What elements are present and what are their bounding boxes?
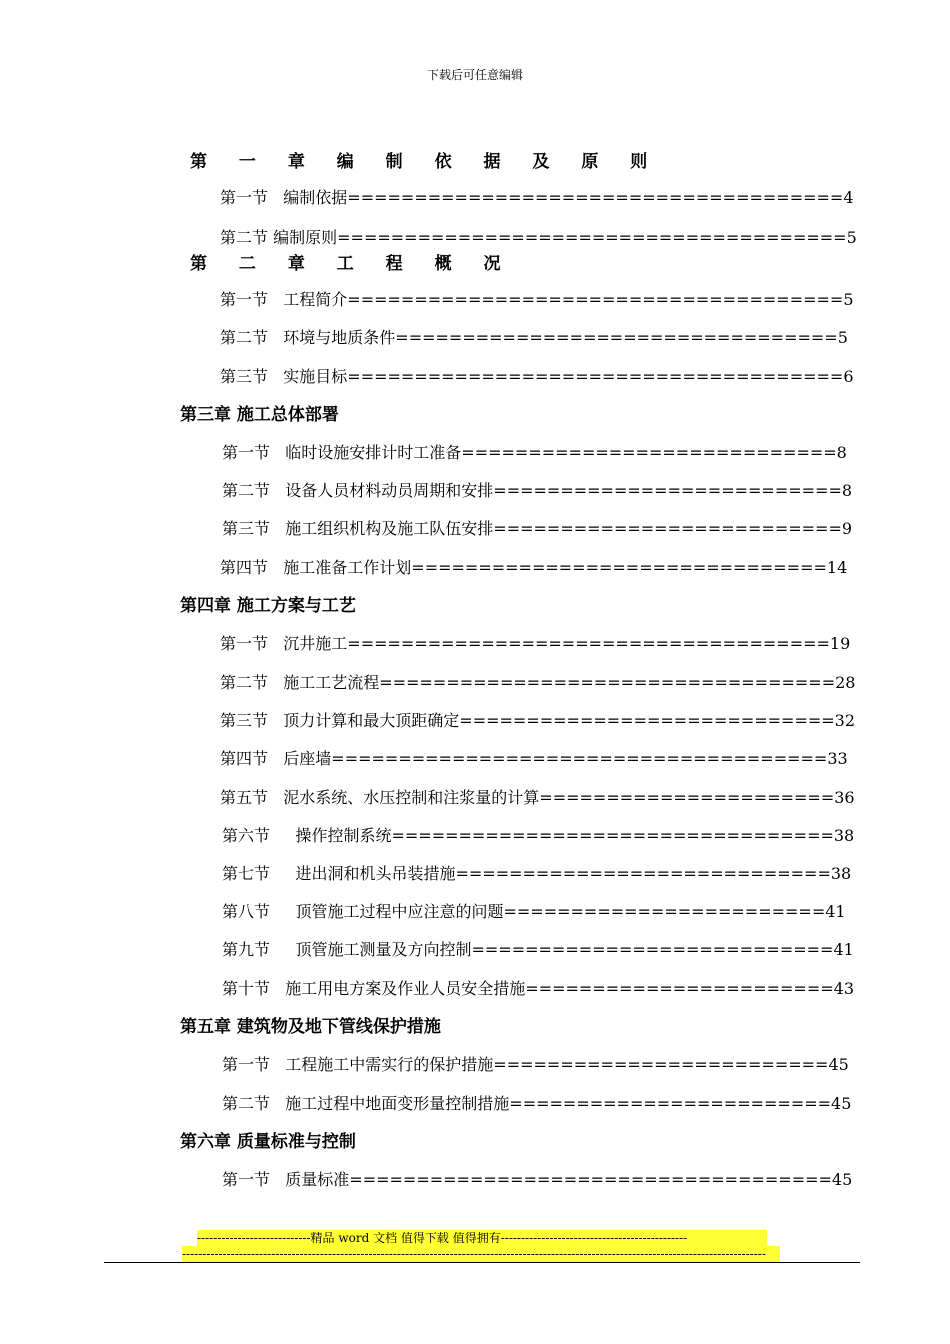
toc-entry-label: 第二节	[220, 228, 269, 247]
toc-entry[interactable]	[220, 188, 854, 208]
toc-entry-title: 施工过程中地面变形量控制措施	[285, 1094, 510, 1113]
toc-leader: =========================	[493, 1055, 829, 1074]
toc-page-number: 38	[833, 826, 855, 845]
toc-page-number: 45	[831, 1170, 853, 1189]
toc-chapter-5: 第五章 建筑物及地下管线保护措施	[180, 1017, 441, 1037]
toc-leader: ============================	[455, 864, 831, 883]
toc-leader: =======================	[525, 979, 834, 998]
toc-entry-title: 质量标准	[285, 1170, 350, 1189]
toc-chapter-2: 第 二 章 工 程 概 况	[190, 254, 514, 274]
toc-page-number: 36	[834, 788, 855, 807]
toc-entry[interactable]	[222, 443, 847, 463]
toc-entry[interactable]	[222, 864, 851, 884]
toc-leader: =================================	[395, 328, 838, 347]
toc-entry-label: 第五节	[220, 788, 269, 807]
toc-entry-label: 第一节	[220, 188, 269, 207]
toc-entry[interactable]	[222, 1055, 849, 1075]
toc-leader: ======================================	[337, 228, 847, 247]
toc-leader: ============================	[459, 711, 835, 730]
toc-page-number: 9	[841, 519, 853, 538]
toc-entry-label: 第一节	[222, 1055, 271, 1074]
toc-page-number: 5	[837, 328, 848, 347]
toc-entry-title: 沉井施工	[283, 634, 348, 653]
toc-entry[interactable]	[220, 711, 855, 731]
footer-banner: ----------------------------精品 word 文档 值得下载 值得拥有----------------------------------------------	[197, 1230, 767, 1246]
toc-entry-label: 第十节	[222, 979, 271, 998]
toc-page-number: 28	[835, 673, 856, 692]
toc-entry-label: 第八节	[222, 902, 271, 921]
toc-entry-title: 顶力计算和最大顶距确定	[283, 711, 460, 730]
toc-entry-label: 第七节	[222, 864, 271, 883]
toc-entry-title: 工程简介	[283, 290, 348, 309]
toc-entry[interactable]	[222, 519, 852, 539]
toc-entry-label: 第九节	[222, 940, 271, 959]
toc-entry[interactable]	[222, 979, 854, 999]
toc-entry-title: 编制依据	[283, 188, 348, 207]
toc-leader: ========================	[509, 1094, 832, 1113]
toc-page-number: 32	[834, 711, 856, 730]
toc-leader: ========================	[503, 902, 826, 921]
toc-chapter-3: 第三章 施工总体部署	[180, 405, 339, 425]
toc-page-number: 33	[827, 749, 848, 768]
toc-leader: ==========================	[493, 481, 842, 500]
toc-entry[interactable]	[220, 788, 855, 808]
toc-entry-title: 顶管施工过程中应注意的问题	[295, 902, 504, 921]
toc-page-number: 19	[829, 634, 851, 653]
toc-entry-title: 操作控制系统	[295, 826, 392, 845]
toc-entry[interactable]	[220, 673, 855, 693]
footer-rule	[104, 1262, 860, 1263]
toc-chapter-6: 第六章 质量标准与控制	[180, 1132, 356, 1152]
toc-leader: =================================	[391, 826, 834, 845]
toc-entry-label: 第三节	[220, 711, 269, 730]
toc-entry[interactable]	[220, 228, 857, 248]
toc-entry-label: 第一节	[220, 634, 269, 653]
toc-entry[interactable]	[222, 940, 854, 960]
toc-page-number: 45	[831, 1094, 852, 1113]
toc-entry-label: 第二节	[220, 673, 269, 692]
toc-entry[interactable]	[220, 290, 854, 310]
toc-leader: =====================================	[347, 367, 844, 386]
toc-entry-title: 实施目标	[283, 367, 348, 386]
toc-entry-label: 第三节	[222, 519, 271, 538]
toc-entry-title: 工程施工中需实行的保护措施	[285, 1055, 494, 1074]
toc-entry[interactable]	[220, 558, 847, 578]
toc-leader: ============================	[461, 443, 837, 462]
toc-page-number: 4	[843, 188, 854, 207]
toc-entry[interactable]	[222, 1170, 852, 1190]
toc-leader: ====================================	[349, 1170, 832, 1189]
toc-page-number: 5	[843, 290, 854, 309]
toc-entry[interactable]	[220, 367, 854, 387]
toc-entry-label: 第一节	[222, 1170, 271, 1189]
toc-entry-label: 第六节	[222, 826, 271, 845]
toc-entry-label: 第二节	[222, 1094, 271, 1113]
toc-page-number: 38	[830, 864, 852, 883]
toc-leader: =====================================	[331, 749, 828, 768]
toc-entry-title: 泥水系统、水压控制和注浆量的计算	[283, 788, 540, 807]
toc-leader: ==================================	[379, 673, 836, 692]
toc-entry-title: 顶管施工测量及方向控制	[295, 940, 472, 959]
toc-page-number: 41	[833, 940, 854, 959]
toc-page-number: 41	[825, 902, 846, 921]
toc-entry-title: 后座墙	[283, 749, 332, 768]
toc-entry-label: 第二节	[220, 328, 269, 347]
toc-entry-label: 第二节	[222, 481, 271, 500]
toc-entry[interactable]	[222, 826, 854, 846]
toc-entry-title: 临时设施安排计时工准备	[285, 443, 462, 462]
toc-leader: ===============================	[411, 558, 827, 577]
toc-entry-title: 进出洞和机头吊装措施	[295, 864, 456, 883]
toc-entry-title: 施工工艺流程	[283, 673, 380, 692]
toc-entry-title: 设备人员材料动员周期和安排	[285, 481, 494, 500]
toc-entry[interactable]	[222, 1094, 851, 1114]
toc-entry[interactable]	[220, 634, 850, 654]
toc-page-number: 8	[836, 443, 847, 462]
toc-entry-title: 施工用电方案及作业人员安全措施	[285, 979, 526, 998]
toc-page-number: 8	[841, 481, 853, 500]
toc-entry-title: 环境与地质条件	[283, 328, 396, 347]
toc-leader: ===========================	[471, 940, 834, 959]
toc-entry-title: 编制原则	[273, 228, 338, 247]
toc-entry-title: 施工准备工作计划	[283, 558, 412, 577]
toc-leader: =====================================	[347, 290, 844, 309]
toc-page-number: 6	[843, 367, 854, 386]
toc-entry[interactable]	[220, 749, 848, 769]
toc-page-number: 14	[826, 558, 848, 577]
toc-leader: ====================================	[347, 634, 830, 653]
toc-entry-label: 第四节	[220, 558, 269, 577]
toc-page-number: 5	[846, 228, 857, 247]
page-header: 下载后可任意编辑	[426, 68, 523, 82]
toc-entry[interactable]	[222, 481, 852, 501]
toc-leader: =====================================	[347, 188, 844, 207]
toc-entry[interactable]	[222, 902, 846, 922]
toc-page-number: 43	[833, 979, 854, 998]
toc-chapter-1: 第 一 章 编 制 依 据 及 原 则	[190, 152, 661, 172]
toc-entry-label: 第四节	[220, 749, 269, 768]
toc-entry-label: 第一节	[222, 443, 271, 462]
toc-leader: ==========================	[493, 519, 842, 538]
footer-dash-line: ------------------------------------------------------------------------------------------------------------------------------------------------	[182, 1246, 780, 1262]
toc-entry-label: 第三节	[220, 367, 269, 386]
toc-leader: ======================	[539, 788, 835, 807]
toc-entry-label: 第一节	[220, 290, 269, 309]
toc-entry-title: 施工组织机构及施工队伍安排	[285, 519, 494, 538]
toc-entry[interactable]	[220, 328, 848, 348]
toc-page-number: 45	[828, 1055, 849, 1074]
toc-chapter-4: 第四章 施工方案与工艺	[180, 596, 356, 616]
